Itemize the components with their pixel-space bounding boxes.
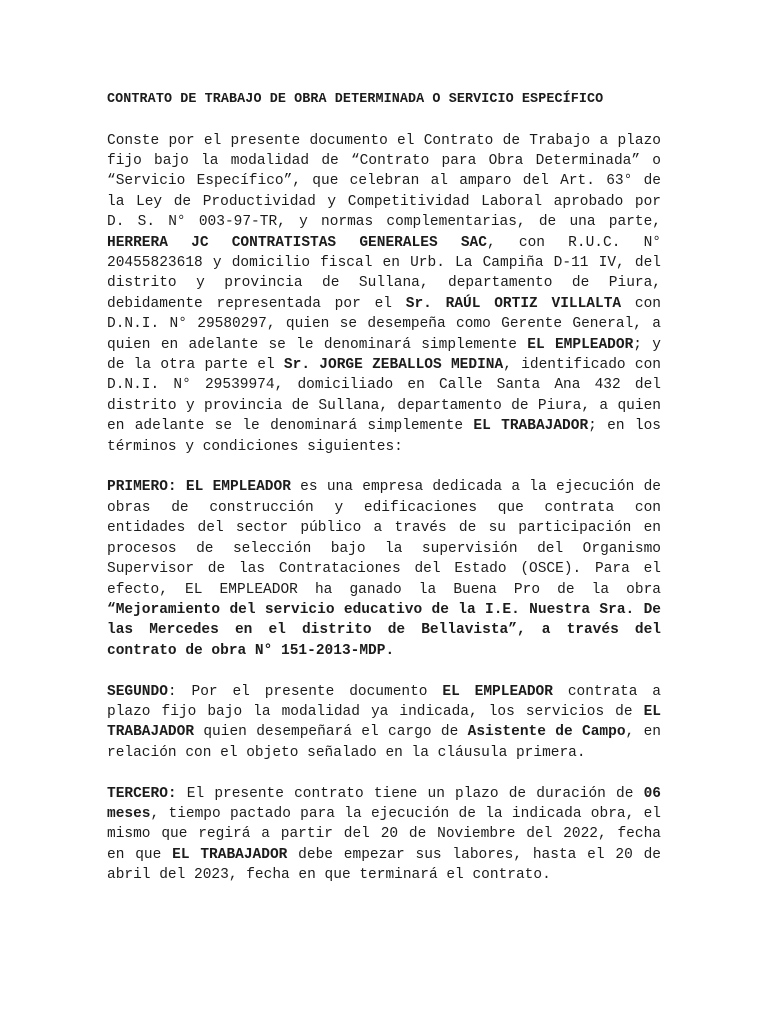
intro-paragraph <box>107 131 661 458</box>
intro-text-6: ; en los términos y condiciones siguientes: <box>107 418 661 455</box>
clause-tercero-heading: TERCERO: <box>107 785 177 802</box>
document-title: CONTRATO DE TRABAJO DE OBRA DETERMINADA O SERVICIO ESPECÍFICO <box>107 92 604 107</box>
job-position: Asistente de Campo <box>467 724 626 741</box>
clause-primero <box>107 477 661 661</box>
clause-primero-heading: PRIMERO: EL EMPLEADOR <box>107 479 291 496</box>
intro-text-5: , identificado con D.N.I. N° 29539974, domiciliado en Calle Santa Ana 432 del distrito y provincia de Sullana, departamento de Piura, a quien en adelante se le denominará simplemente <box>107 357 661 435</box>
intro-text-4: ; y de la otra parte el <box>107 336 661 374</box>
contract-duration: 06 meses <box>107 785 661 822</box>
contract-page <box>107 90 661 906</box>
employer-term: EL EMPLEADOR <box>527 336 634 353</box>
clause-tercero-worker: EL TRABAJADOR <box>172 846 288 863</box>
clause-tercero-text-3: debe empezar sus labores, hasta el 20 de abril del 2023, fecha en que terminará el contrato. <box>107 846 661 884</box>
clause-segundo-heading: SEGUNDO <box>107 683 168 700</box>
clause-segundo <box>107 682 661 764</box>
employer-representative-name: Sr. RAÚL ORTIZ VILLALTA <box>405 295 622 312</box>
worker-term: EL TRABAJADOR <box>473 418 589 435</box>
clause-segundo-worker: EL TRABAJADOR <box>107 703 661 741</box>
intro-text-2: , con R.U.C. N° 20455823618 y domicilio fiscal en Urb. La Campiña D-11 IV, del distrito y provincia de Sullana, departamento de Piura, debidamente representada por el <box>107 234 661 312</box>
employer-company-name: HERRERA JC CONTRATISTAS GENERALES SAC <box>107 234 487 251</box>
intro-text-1: Conste por el presente documento el Contrato de Trabajo a plazo fijo bajo la modalidad de “Contrato para Obra Determinada” o “Servicio Específico”, que celebran al amparo del Art. 63° de la Ley de Productividad y Competitividad Laboral aprobado por D. S. N° 003-97-TR, y normas complementarias, de una parte, <box>107 132 661 231</box>
clause-segundo-text-3: quien desempeñará el cargo de <box>194 724 468 741</box>
project-name: “Mejoramiento del servicio educativo de la I.E. Nuestra Sra. De las Mercedes en el distrito de Bellavista”, a través del contrato de obra N° 151-2013-MDP. <box>107 601 661 659</box>
worker-name: Sr. JORGE ZEBALLOS MEDINA <box>283 357 504 374</box>
clause-segundo-text-2: contrata a plazo fijo bajo la modalidad ya indicada, los servicios de <box>107 683 662 720</box>
clause-tercero-text-2: , tiempo pactado para la ejecución de la indicada obra, el mismo que regirá a partir del 20 de Noviembre del 2022, fecha en que <box>107 805 661 863</box>
clause-primero-text: es una empresa dedicada a la ejecución de obras de construcción y edificaciones que contrata con entidades del sector público a través de su participación en procesos de selección bajo la supervisión del Organismo Supervisor de las Contrataciones del Estado (OSCE). Para el efecto, EL EMPLEADOR ha ganado la Buena Pro de la obra <box>107 479 661 598</box>
clause-segundo-text-4: , en relación con el objeto señalado en la cláusula primera. <box>107 724 661 761</box>
clause-segundo-text-1: : Por el presente documento <box>167 683 443 700</box>
clause-tercero <box>107 784 661 886</box>
clause-tercero-text-1: El presente contrato tiene un plazo de duración de <box>176 785 644 802</box>
intro-text-3: con D.N.I. N° 29580297, quien se desempeña como Gerente General, a quien en adelante se le denominará simplemente <box>107 295 661 353</box>
clause-segundo-employer: EL EMPLEADOR <box>442 683 553 700</box>
